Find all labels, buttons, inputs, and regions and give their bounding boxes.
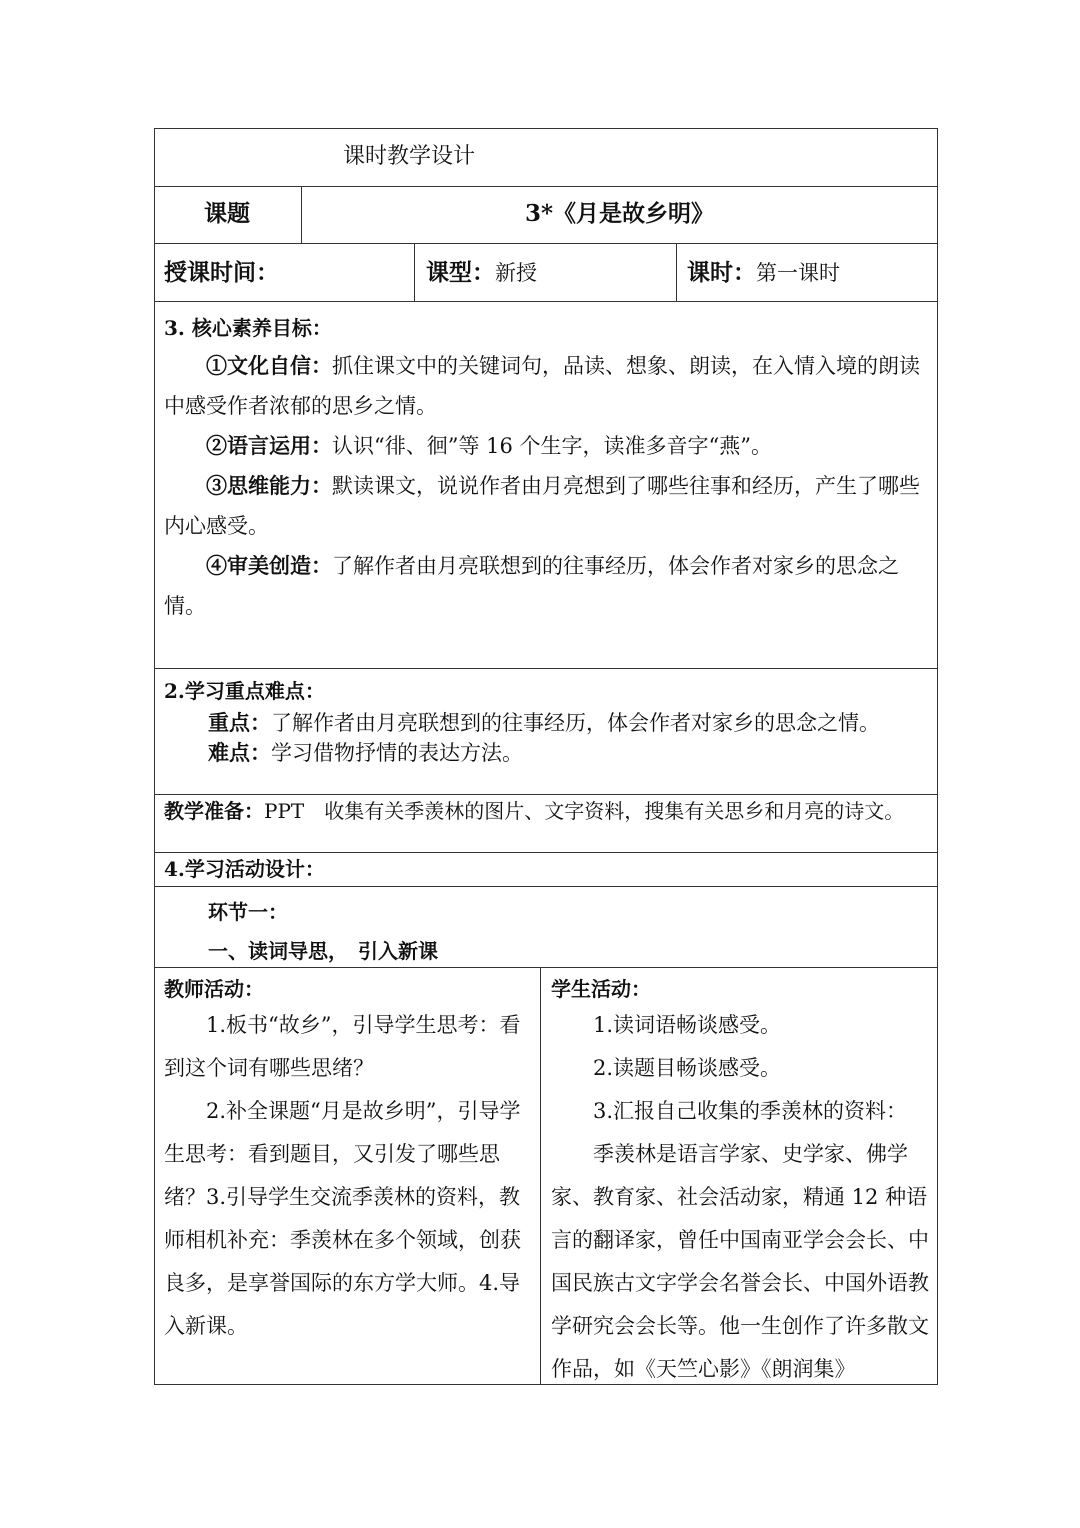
row-divider bbox=[154, 794, 938, 795]
column-divider bbox=[540, 967, 541, 1385]
goal-text: 认识“徘、徊”等 16 个生字，读准多音字“燕”。 bbox=[332, 434, 773, 458]
activity-heading: 4.学习活动设计： bbox=[164, 857, 325, 881]
stage-title: 一、读词导思， 引入新课 bbox=[208, 939, 438, 963]
column-divider bbox=[676, 243, 677, 302]
difficulty-text: 学习借物抒情的表达方法。 bbox=[271, 741, 523, 765]
lesson-period bbox=[687, 259, 840, 287]
student-paragraph: 1.读词语畅谈感受。 bbox=[593, 1013, 782, 1037]
goal-text: 了解作者由月亮联想到的往事经历，体会作者对家乡的思念之情。 bbox=[164, 554, 899, 618]
teach-time-label: 授课时间： bbox=[164, 259, 279, 286]
goals-list bbox=[164, 346, 928, 626]
lesson-period-label: 课时： bbox=[687, 259, 756, 286]
goal-label: ①文化自信： bbox=[206, 353, 332, 378]
focus-text: 了解作者由月亮联想到的往事经历，体会作者对家乡的思念之情。 bbox=[271, 711, 880, 735]
stage-label: 环节一： bbox=[208, 900, 288, 924]
row-divider bbox=[154, 668, 938, 669]
topic-value: 3*《月是故乡明》 bbox=[524, 200, 715, 227]
teacher-paragraph: 2.补全课题“月是故乡明”，引导学生思考：看到题目，又引发了哪些思绪？3.引导学生交流季羡林的资料，教师相机补充：季羡林在多个领域，创获良多，是享誉国际的东方学大师。4.导入新课。 bbox=[164, 1099, 521, 1338]
keypoints-heading: 2.学习重点难点： bbox=[164, 679, 325, 703]
row-divider bbox=[154, 301, 938, 302]
goal-text: 默读课文，说说作者由月亮想到了哪些往事和经历，产生了哪些内心感受。 bbox=[164, 474, 920, 538]
focus-line bbox=[208, 709, 880, 737]
page-title: 课时教学设计 bbox=[343, 144, 476, 169]
row-divider bbox=[154, 852, 938, 853]
difficulty-line bbox=[208, 739, 523, 767]
goal-label: ④审美创造： bbox=[206, 553, 332, 578]
row-divider bbox=[154, 967, 938, 968]
lesson-period-value: 第一课时 bbox=[756, 261, 840, 285]
column-divider bbox=[414, 243, 415, 302]
lesson-type bbox=[426, 259, 537, 287]
goal-item bbox=[164, 466, 928, 546]
prep-line bbox=[164, 797, 904, 825]
goals-heading: 3. 核心素养目标： bbox=[164, 316, 332, 340]
lesson-type-value: 新授 bbox=[495, 261, 537, 285]
difficulty-label: 难点： bbox=[208, 740, 271, 765]
lesson-type-label: 课型： bbox=[426, 259, 495, 286]
topic-label: 课题 bbox=[204, 200, 250, 227]
student-paragraph: 2.读题目畅谈感受。 bbox=[593, 1056, 782, 1080]
student-paragraph: 季羡林是语言学家、史学家、佛学家、教育家、社会活动家，精通 12 种语言的翻译家，曾任中国南亚学会会长、中国民族古文字学会名誉会长、中国外语教学研究会会长等。他一生创作了许多散文作品，如《天竺心影》《朗润集》 bbox=[551, 1142, 929, 1381]
goal-item bbox=[164, 426, 928, 466]
goal-label: ③思维能力： bbox=[206, 473, 332, 498]
focus-label: 重点： bbox=[208, 710, 271, 735]
goal-item bbox=[164, 346, 928, 426]
student-heading: 学生活动： bbox=[551, 977, 651, 1001]
row-divider bbox=[154, 186, 938, 187]
row-divider bbox=[154, 886, 938, 887]
prep-text: PPT 收集有关季羡林的图片、文字资料，搜集有关思乡和月亮的诗文。 bbox=[264, 799, 905, 823]
goal-label: ②语言运用： bbox=[206, 433, 332, 458]
goal-item bbox=[164, 546, 928, 626]
student-paragraph: 3.汇报自己收集的季羡林的资料： bbox=[593, 1099, 908, 1123]
teacher-heading: 教师活动： bbox=[164, 977, 264, 1001]
row-divider bbox=[154, 243, 938, 244]
student-activities bbox=[551, 1004, 931, 1391]
prep-label: 教学准备： bbox=[164, 799, 264, 823]
teacher-paragraph: 1.板书“故乡”，引导学生思考：看到这个词有哪些思绪？ bbox=[164, 1013, 521, 1080]
teacher-activities bbox=[164, 1004, 532, 1348]
goal-text: 抓住课文中的关键词句，品读、想象、朗读，在入情入境的朗读中感受作者浓郁的思乡之情。 bbox=[164, 354, 920, 418]
